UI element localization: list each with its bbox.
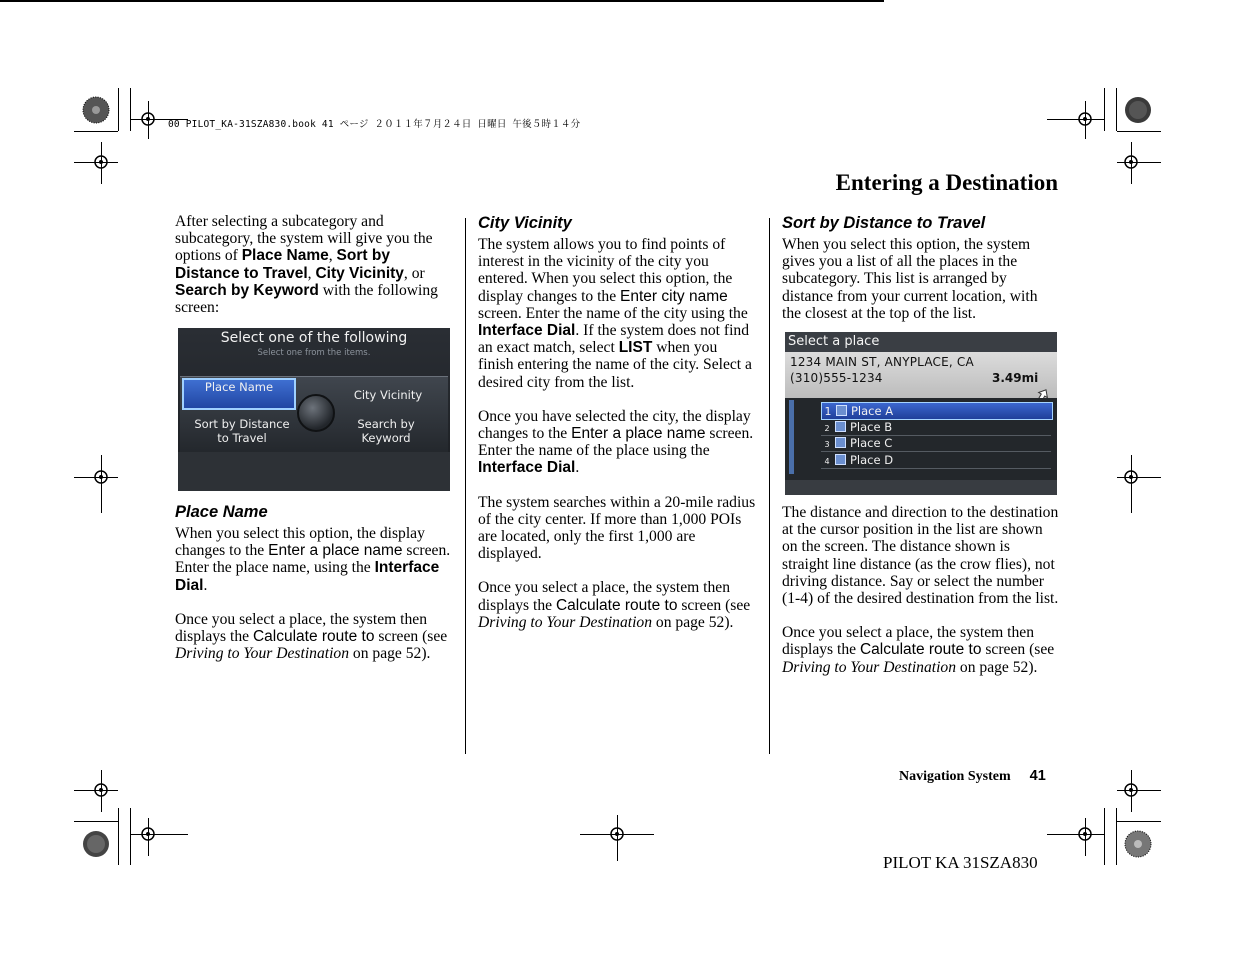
screen-title: Select a place [785, 332, 1057, 352]
column-divider [769, 218, 770, 754]
interface-dial-icon [297, 394, 335, 432]
poi-icon [835, 437, 846, 448]
select-option-screen [178, 328, 450, 491]
list-item[interactable]: 4 Place D [821, 452, 1051, 469]
color-target-icon [1124, 830, 1152, 858]
registration-target-icon [137, 108, 159, 130]
registration-target-icon [1074, 108, 1096, 130]
registration-target-icon [1120, 779, 1142, 801]
column-right [782, 213, 1060, 339]
registration-target-icon [606, 823, 628, 845]
color-target-icon [82, 830, 110, 858]
place-distance: 3.49mi [992, 371, 1039, 385]
title-rule [0, 0, 884, 2]
section-place-name [175, 502, 455, 679]
list-item[interactable]: 1 Place A [821, 402, 1053, 420]
poi-icon [836, 405, 847, 416]
poi-icon [835, 421, 846, 432]
paragraph: Once you select a place, the system then displays the Calculate route to screen (see Driving to Your Destination on page 52). [175, 610, 448, 663]
section-heading: Place Name [175, 503, 268, 521]
poi-icon [835, 454, 846, 465]
list-scrollbar[interactable] [789, 400, 794, 474]
color-target-icon [1124, 96, 1152, 124]
section-sort-details [782, 504, 1060, 693]
screen-bottom-bar [785, 480, 1057, 495]
list-item[interactable]: 3 Place C [821, 435, 1051, 452]
registration-target-icon [1120, 466, 1142, 488]
page-title: Entering a Destination [835, 170, 1058, 195]
place-phone: (310)555-1234 [790, 371, 883, 385]
column-left [175, 213, 455, 333]
screen-subtitle: Select one from the items. [257, 348, 371, 358]
paragraph: The system searches within a 20-mile radius of the city center. If more than 1,000 POIs are located, only the first 1,000 are displayed. [478, 493, 756, 563]
screen-title: Select one of the following [220, 330, 408, 346]
list-item[interactable]: 2 Place B [821, 419, 1051, 436]
section-heading: Sort by Distance to Travel [782, 214, 986, 232]
section-heading: City Vicinity [478, 214, 572, 232]
column-middle [478, 213, 756, 648]
place-address: 1234 MAIN ST, ANYPLACE, CA [790, 355, 974, 369]
registration-target-icon [90, 466, 112, 488]
footer-model-code: PILOT KA 31SZA830 [883, 853, 1038, 872]
option-search-by-keyword[interactable]: Search by Keyword [357, 417, 415, 445]
select-place-screen [785, 332, 1057, 495]
footer-section-page: Navigation System 41 [899, 768, 1046, 784]
option-sort-by-distance[interactable]: Sort by Distance to Travel [194, 417, 290, 445]
screen-bottom-bar [178, 452, 450, 491]
page-number: 41 [1029, 768, 1046, 784]
intro-paragraph: After selecting a subcategory and subcategory, the system will give you the options of Place Name, Sort by Distance to Travel, City Vicinity, or Search by Keyword with the following screen: [175, 213, 438, 317]
column-divider [465, 218, 466, 754]
registration-target-icon [90, 151, 112, 173]
paragraph: The distance and direction to the destination at the cursor position in the list are shown on the screen. The distance shown is straight line distance (as the crow flies), not driving distance. Say or select the number (1-4) of the desired destination from the list. [782, 504, 1059, 608]
option-place-name[interactable]: Place Name [182, 378, 296, 410]
registration-target-icon [90, 779, 112, 801]
registration-target-icon [1120, 151, 1142, 173]
color-target-icon [82, 96, 110, 124]
paragraph: Once you have selected the city, the display changes to the Enter a place name screen. Enter the name of the place using the Interface Dial. [478, 407, 754, 477]
paragraph: The system allows you to find points of interest in the vicinity of the city you entered. When you select this option, the display changes to the Enter city name screen. Enter the name of the city using the Interface Dial. If the system does not find an exact match, select LIST when you finish entering the name of the city. Select a desired city from the list. [478, 236, 752, 391]
paragraph: Once you select a place, the system then displays the Calculate route to screen (see Driving to Your Destination on page 52). [478, 579, 751, 631]
paragraph: When you select this option, the system gives you a list of all the places in the subcategory. This list is arranged by distance from your current location, with the closest at the top of the list. [782, 236, 1038, 322]
place-info-panel [785, 352, 1057, 398]
print-file-info: 00 PILOT_KA-31SZA830.book 41 ページ ２０１１年７月２４日 日曜日 午後５時１４分 [168, 119, 581, 130]
paragraph: Once you select a place, the system then displays the Calculate route to screen (see Driving to Your Destination on page 52). [782, 624, 1055, 676]
option-city-vicinity[interactable]: City Vicinity [353, 388, 423, 402]
paragraph: When you select this option, the display changes to the Enter a place name screen. Enter the place name, using the Interface Dial. [175, 525, 451, 594]
registration-target-icon [137, 823, 159, 845]
registration-target-icon [1074, 823, 1096, 845]
